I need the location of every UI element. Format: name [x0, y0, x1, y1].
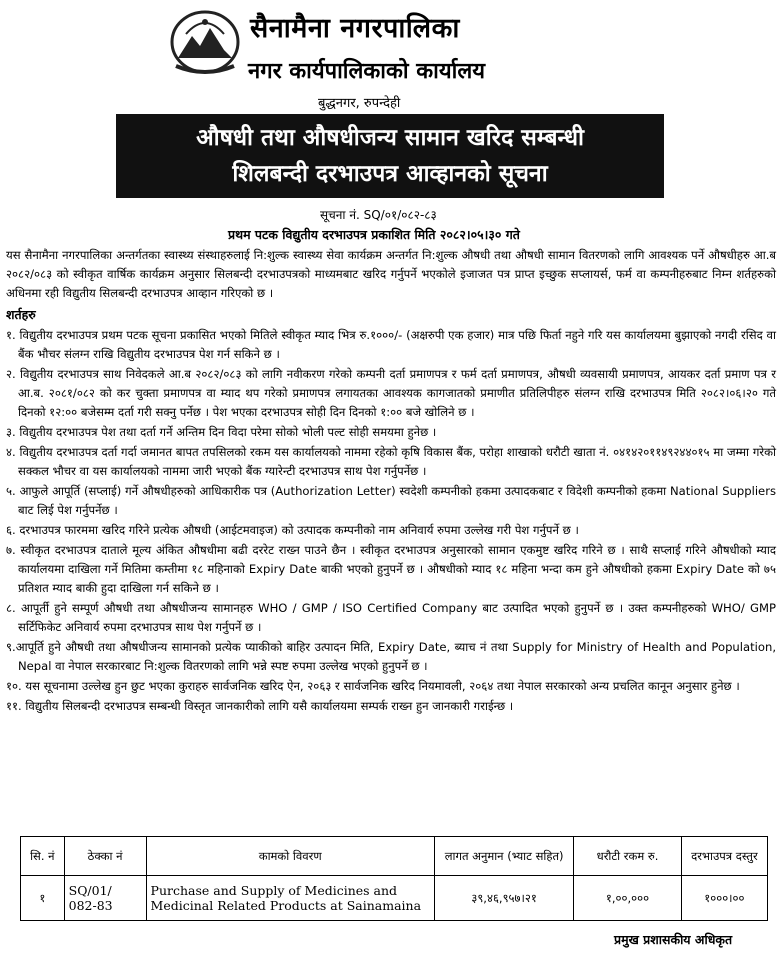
condition-item: ३. विद्युतीय दरभाउपत्र पेश तथा दर्ता गर्ने अन्तिम दिन विदा परेमा सोको भोली पल्ट सोही समयमा हुनेछ ।: [6, 425, 437, 439]
cell-contract-no: SQ/01/ 082-83: [64, 876, 146, 921]
publication-date: प्रथम पटक विद्युतीय दरभाउपत्र प्रकाशित मिति २०८२।०५।३० गते: [228, 227, 520, 242]
office-address: बुद्धनगर, रुपन्देही: [318, 96, 401, 111]
office-name: नगर कार्यपालिकाको कार्यालय: [248, 59, 485, 84]
condition-item: १०. यस सूचनामा उल्लेख हुन छुट भएका कुराहरु सार्वजनिक खरिद ऐन, २०६३ र सार्वजनिक खरिद नियमावली, २०६४ तथा नेपाल सरकारको अन्य प्रचलित कानून अनुसार हुनेछ ।: [6, 679, 740, 693]
table-row: [21, 876, 768, 921]
condition-item: ४. विद्युतीय दरभाउपत्र दर्ता गर्दा जमानत बापत तपसिलको रकम यस कार्यालयको नाममा रहेको कृषि विकास बैंक, परोहा शाखाको धरौटी खाता नं. ०४१४२०११४९२४४०१५ मा जम्मा गरेको सक्कल भौचर वा यस कार्यालयको नाममा जारी भएको बैंक ग्यारेन्टी दरभाउपत्र साथ पेश गर्नुपर्नेछ ।: [6, 445, 776, 478]
cell-sn: १: [21, 876, 65, 921]
tender-table: [20, 836, 768, 921]
cell-cost-estimate: ३९,४६,९५७।२१: [434, 876, 573, 921]
organization-name: सैनामैना नगरपालिका: [250, 13, 460, 44]
condition-item: ६. दरभाउपत्र फारममा खरिद गरिने प्रत्येक औषधी (आईटमवाइज) को उत्पादक कम्पनीको नाम अनिवार्य रुपमा उल्लेख गरी पेश गर्नुपर्ने छ ।: [6, 523, 579, 537]
notice-number: सूचना नं. SQ/०१/०८२-८३: [320, 208, 437, 222]
condition-item: ७. स्वीकृत दरभाउपत्र दाताले मूल्य अंकित औषधीमा बढी दररेट राख्न पाउने छैन । स्वीकृत दरभाउपत्र अनुसारको सामान एकमुष्ट खरिद गरिने छ । साथै सप्लाई गरिने औषधीको म्याद कार्यालयमा दाखिला गर्ने मितिमा कम्तीमा १८ महिनाको Expiry Date बाकी भएको हुनुपर्ने छ । औषधीको म्याद १८ महिना भन्दा कम हुने औषधीको हकमा Expiry Date को ७५ प्रतिशत म्याद बाकी हुदा दाखिला गर्न सकिने छ ।: [6, 543, 776, 595]
notice-body: [6, 246, 776, 717]
header-sn: सि. नं: [21, 837, 65, 876]
notice-title-line2: शिलबन्दी दरभाउपत्र आव्हानको सूचना: [232, 161, 548, 187]
signature-title: प्रमुख प्रशासकीय अधिकृत: [614, 932, 733, 947]
condition-item: ११. विद्युतीय सिलबन्दी दरभाउपत्र सम्बन्धी विस्तृत जानकारीको लागि यसै कार्यालयमा सम्पर्क राख्न हुन जानकारी गराईन्छ ।: [6, 699, 514, 713]
condition-item: ८. आपूर्ती हुने सम्पूर्ण औषधी तथा औषधीजन्य सामानहरु WHO / GMP / ISO Certified Company बाट उत्पादित भएको हुनुपर्ने छ । उक्त कम्पनीहरुको WHO/ GMP सर्टिफिकेट अनिवार्य रुपमा दरभाउपत्र साथ पेश गर्नुपर्ने छ ।: [6, 601, 776, 634]
intro-paragraph: यस सैनामैना नगरपालिका अन्तर्गतका स्वास्थ्य संस्थाहरुलाई नि:शुल्क स्वास्थ्य सेवा कार्यक्रम अन्तर्गत नि:शुल्क औषधी तथा औषधी सामान वितरणको लागि आवश्यक पर्ने औषधीहरु आ.ब २०८२/०८३ को स्वीकृत वार्षिक कार्यक्रम अनुसार सिलबन्दी दरभाउपत्रको माध्यमबाट खरिद गर्नुपर्ने भएकोले इजाजत पत्र प्राप्त इच्छुक सप्लायर्स, फर्म वा कम्पनीहरुबाट निम्न शर्तहरुको अधिनमा रही विद्युतीय सिलबन्दी दरभाउपत्र आव्हान गरिएको छ ।: [6, 248, 776, 300]
cell-deposit: १,००,०००: [574, 876, 681, 921]
header-description: कामको विवरण: [146, 837, 434, 876]
cell-description: Purchase and Supply of Medicines and Medicinal Related Products at Sainamaina: [146, 876, 434, 921]
header-deposit: धरौटी रकम रु.: [574, 837, 681, 876]
header-cost-estimate: लागत अनुमान (भ्याट सहित): [434, 837, 573, 876]
table-header-row: [21, 837, 768, 876]
condition-item: ९.आपूर्ति हुने औषधी तथा औषधीजन्य सामानको प्रत्येक प्याकीको बाहिर उत्पादन मिति, Expiry Date, ब्याच नं तथा Supply for Ministry of Health and Population, Nepal वा नेपाल सरकारबाट नि:शुल्क वितरणको लागि भन्ने स्पष्ट रुपमा उल्लेख भएको हुनुपर्ने छ ।: [6, 640, 776, 673]
condition-item: ५. आफुले आपूर्ति (सप्लाई) गर्ने औषधीहरुको आधिकारीक पत्र (Authorization Letter) स्वदेशी कम्पनीको हकमा उत्पादकबाट र विदेशी कम्पनीको हकमा National Suppliers बाट लिई पेश गर्नुपर्नेछ ।: [6, 484, 776, 517]
notice-title-box: [116, 114, 664, 198]
header-fee: दरभाउपत्र दस्तुर: [681, 837, 767, 876]
header-contract-no: ठेक्का नं: [64, 837, 146, 876]
condition-item: २. विद्युतीय दरभाउपत्र साथ निवेदकले आ.ब २०८२/०८३ को लागि नवीकरण गरेको कम्पनी दर्ता प्रमाणपत्र र फर्म दर्ता प्रमाणपत्र, औषधी व्यवसायी प्रमाणपत्र, आयकर दर्ता प्रमाण पत्र र आ.ब. २०८१/०८२ को कर चुक्ता प्रमाणपत्र वा म्याद थप गरेको प्रमाणपत्र लगायतका आवश्यक कागजातको प्रमाणीत प्रतिलिपीहरु संलग्न राखि दरभाउपत्र मिति २०८२।०६।२० गते दिनको १२:०० बजेसम्म दर्ता गरी सक्नु पर्नेछ । पेश भएका दरभाउपत्र सोही दिन दिनको १:०० बजे खोलिने छ ।: [6, 367, 776, 419]
cell-fee: १०००।००: [681, 876, 767, 921]
nepal-emblem-icon: [168, 6, 242, 76]
condition-item: १. विद्युतीय दरभाउपत्र प्रथम पटक सूचना प्रकासित भएको मितिले स्वीकृत म्याद भित्र रु.१०००/- (अक्षरुपी एक हजार) मात्र पछि फिर्ता नहुने गरि यस कार्यालयमा बुझाएको नगदी रसिद वा बैंक भौचर संलग्न राखि विद्युतीय दरभाउपत्र पेश गर्न सकिने छ ।: [6, 328, 776, 361]
notice-title-line1: औषधी तथा औषधीजन्य सामान खरिद सम्बन्धी: [196, 125, 584, 151]
conditions-heading: शर्तहरु: [6, 307, 36, 322]
